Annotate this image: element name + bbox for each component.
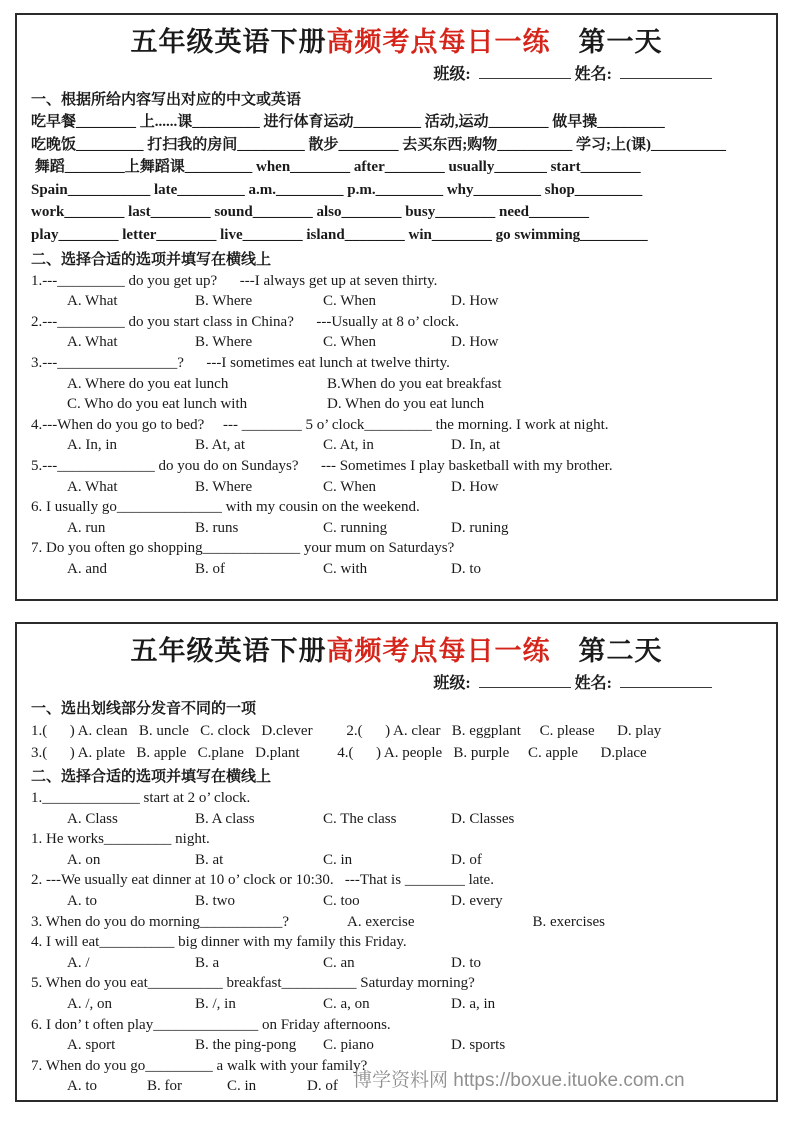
title-highlight: 高频考点每日一练 (326, 636, 551, 666)
option-item: B. the ping-pong (195, 1037, 297, 1054)
class-label: 班级: (433, 675, 471, 692)
option-row (31, 809, 762, 830)
title-day: 第二天 (578, 636, 663, 666)
worksheet-title-day1 (31, 25, 762, 59)
option-item: B.When do you eat breakfast (327, 375, 502, 392)
option-item: B. runs (195, 519, 239, 536)
section2-heading: 二、选择合适的选项并填写在横线上 (31, 769, 272, 785)
option-item: C. The class (323, 810, 397, 827)
class-blank (479, 674, 571, 688)
option-item: A. exercise (347, 913, 415, 930)
section1-heading: 一、选出划线部分发音不同的一项 (31, 701, 257, 717)
question-stem: 5. When do you eat__________ breakfast__________ Saturday morning? (31, 975, 475, 992)
section2-heading: 二、选择合适的选项并填写在横线上 (31, 251, 272, 268)
option-item: D. a, in (451, 995, 496, 1012)
title-highlight: 高频考点每日一练 (326, 27, 551, 57)
question-stem: 3.---________________? ---I sometimes eat lunch at twelve thirty. (31, 354, 450, 371)
worksheet-title-day2 (31, 634, 762, 668)
option-item: A. What (67, 293, 118, 310)
option-item: A. What (67, 478, 118, 495)
question-stem: 2.---_________ do you start class in China? ---Usually at 8 o’ clock. (31, 313, 459, 330)
phonics-row: 1.( ) A. clean B. uncle C. clock D.clever 2.( ) A. clear B. eggplant C. please D. play (31, 723, 662, 739)
option-item: A. to (67, 1078, 97, 1095)
vocab-row: 吃早餐________ 上......课_________ 进行体育运动_________ 活动,运动________ 做早操_________ (31, 114, 665, 130)
option-item: A. / (67, 954, 90, 971)
question-stem: 2. ---We usually eat dinner at 10 o’ clock or 10:30. ---That is ________ late. (31, 872, 494, 889)
option-row (31, 518, 762, 539)
option-item: C. Who do you eat lunch with (67, 396, 248, 413)
question-list (31, 271, 762, 580)
option-item: C. running (323, 519, 388, 536)
option-item: A. In, in (67, 437, 117, 454)
name-label: 姓名: (574, 675, 612, 692)
option-row (31, 374, 762, 395)
vocab-row: play________ letter________ live________ island________ win________ go swimming_________ (31, 226, 648, 243)
option-item: B. for (147, 1078, 182, 1095)
id-line (31, 672, 762, 696)
question-stem: 5.---_____________ do you do on Sundays? --- Sometimes I play basketball with my brother. (31, 457, 613, 474)
section1-heading: 一、根据所给内容写出对应的中文或英语 (31, 92, 302, 108)
option-row (31, 1035, 762, 1056)
option-item: A. run (67, 519, 106, 536)
question-stem: 4.---When do you go to bed? --- ________ 5 o’ clock_________ the morning. I work at night. (31, 416, 609, 433)
option-item: D. runing (451, 519, 509, 536)
class-label: 班级: (433, 66, 471, 83)
option-item: B. of (195, 560, 225, 577)
option-item: D. of (307, 1078, 338, 1095)
option-item: C. a, on (323, 995, 370, 1012)
phonics-list (31, 720, 762, 764)
option-row (31, 291, 762, 312)
vocab-row: 舞蹈________上舞蹈课_________ when________ after________ usually_______ start________ (31, 159, 641, 176)
title-grade: 五年级英语下册 (130, 27, 327, 57)
option-item: C. When (323, 293, 377, 310)
option-item: D. How (451, 334, 499, 351)
name-blank (620, 674, 712, 688)
question-stem: 7. When do you go_________ a walk with your family? (31, 1057, 368, 1074)
option-item: B. Where (195, 478, 253, 495)
option-item: A. on (67, 851, 101, 868)
option-item: D. of (451, 851, 482, 868)
id-line (31, 63, 762, 87)
option-item: B. Where (195, 293, 253, 310)
option-item: C. an (323, 954, 355, 971)
option-row (31, 850, 762, 871)
vocab-row: work________ last________ sound________ also________ busy________ need________ (31, 204, 589, 221)
title-grade: 五年级英语下册 (130, 636, 327, 666)
question-stem: 1. He works_________ night. (31, 831, 210, 848)
option-item: D. How (451, 478, 499, 495)
option-item: D. In, at (451, 437, 501, 454)
option-item: D. Classes (451, 810, 515, 827)
option-item: B. /, in (195, 995, 236, 1012)
vocab-list (31, 111, 762, 247)
class-blank (479, 65, 571, 79)
option-item: A. /, on (67, 995, 112, 1012)
option-row (31, 994, 762, 1015)
option-item: D. When do you eat lunch (327, 396, 485, 413)
name-label: 姓名: (574, 66, 612, 83)
option-item: B. a (195, 954, 220, 971)
option-row (31, 891, 762, 912)
option-row (31, 332, 762, 353)
option-item: C. with (323, 560, 368, 577)
option-item: D. every (451, 892, 503, 909)
name-blank (620, 65, 712, 79)
option-row (31, 394, 762, 415)
option-row (31, 953, 762, 974)
option-item: C. When (323, 478, 377, 495)
option-item: C. At, in (323, 437, 374, 454)
question-stem: 3. When do you do morning___________? A. exercise B. exercises (31, 912, 762, 933)
option-item: B. A class (195, 810, 255, 827)
option-item: A. to (67, 892, 97, 909)
question-stem: 7. Do you often go shopping_____________ your mum on Saturdays? (31, 540, 455, 557)
option-item: B. Where (195, 334, 253, 351)
question-list (31, 788, 762, 1097)
option-row (31, 559, 762, 580)
option-row (31, 1076, 762, 1097)
option-item: C. in (227, 1078, 257, 1095)
option-item: D. to (451, 560, 481, 577)
option-item: D. sports (451, 1037, 506, 1054)
vocab-row: 吃晚饭_________ 打扫我的房间_________ 散步________ 去买东西;购物__________ 学习;上(课)__________ (31, 136, 726, 153)
question-stem: 6. I don’ t often play______________ on Friday afternoons. (31, 1016, 391, 1033)
option-item: C. When (323, 334, 377, 351)
option-item: D. to (451, 954, 481, 971)
option-item: B. exercises (532, 913, 605, 930)
vocab-row: Spain___________ late_________ a.m._________ p.m._________ why_________ shop_________ (31, 181, 643, 198)
option-item: C. too (323, 892, 360, 909)
question-stem: 4. I will eat__________ big dinner with my family this Friday. (31, 934, 407, 951)
option-item: C. piano (323, 1037, 374, 1054)
worksheet-day2 (15, 622, 778, 1102)
option-item: D. How (451, 293, 499, 310)
worksheet-day1 (15, 13, 778, 601)
option-item: B. at (195, 851, 224, 868)
phonics-row: 3.( ) A. plate B. apple C.plane D.plant 4.( ) A. people B. purple C. apple D.place (31, 745, 647, 761)
option-item: A. What (67, 334, 118, 351)
title-day: 第一天 (578, 27, 663, 57)
option-item: B. At, at (195, 437, 246, 454)
option-item: C. in (323, 851, 353, 868)
watermark: 博学资料网 https://boxue.ituoke.com.cn (353, 1070, 685, 1091)
option-item: B. two (195, 892, 236, 909)
question-stem: 1.---_________ do you get up? ---I always get up at seven thirty. (31, 272, 438, 289)
question-stem: 6. I usually go______________ with my cousin on the weekend. (31, 499, 420, 516)
option-row (31, 477, 762, 498)
option-row (31, 435, 762, 456)
option-item: A. and (67, 560, 107, 577)
option-item: A. Where do you eat lunch (67, 375, 229, 392)
option-item: A. Class (67, 810, 118, 827)
question-stem: 1._____________ start at 2 o’ clock. (31, 790, 251, 806)
option-item: A. sport (67, 1037, 116, 1054)
